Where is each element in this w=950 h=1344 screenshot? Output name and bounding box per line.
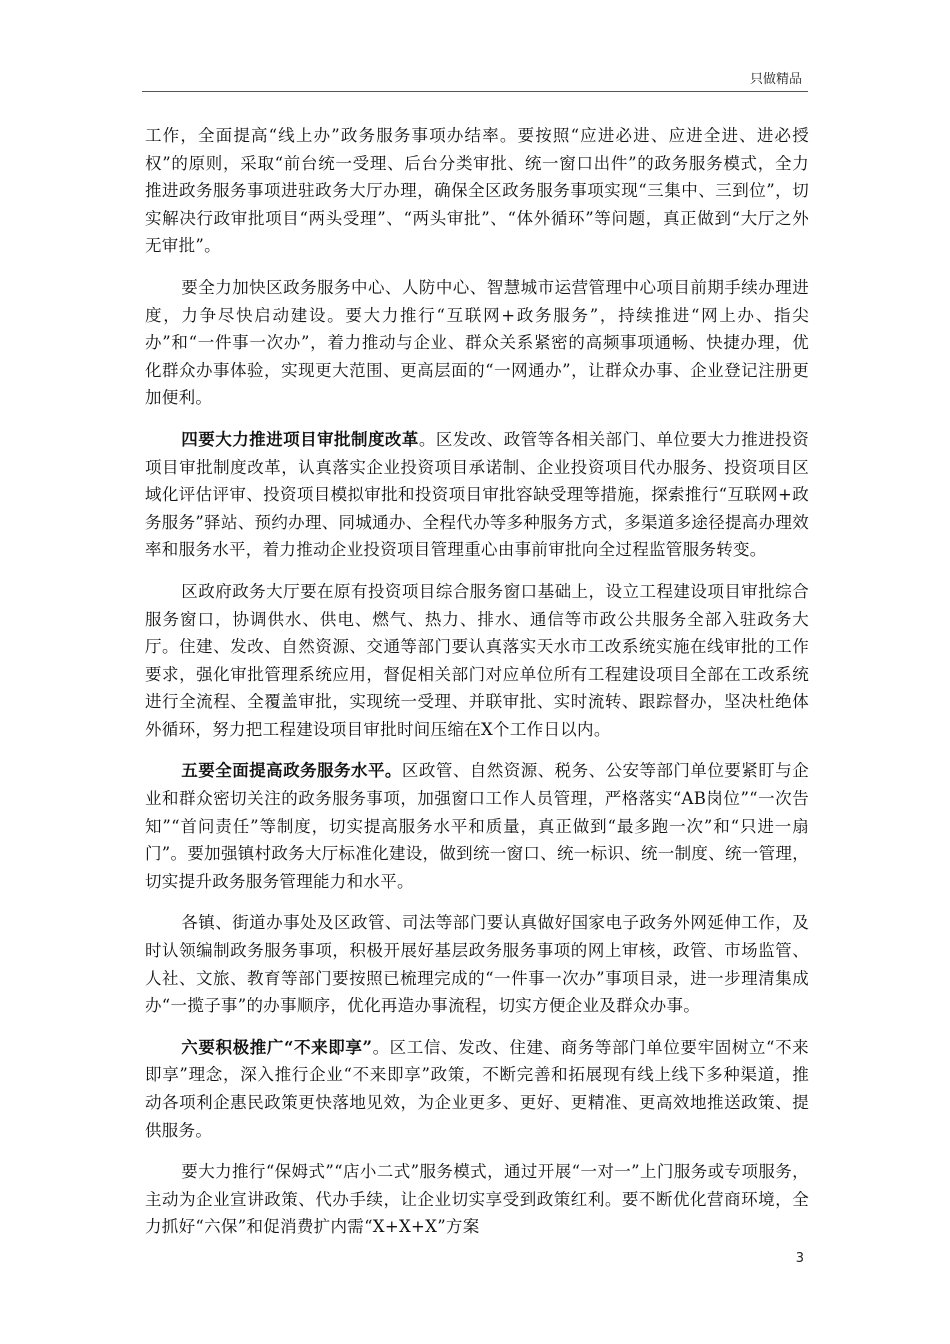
paragraph-2 [145, 274, 809, 412]
paragraph-1 [145, 122, 809, 260]
paragraph-lead: 六要积极推广“不来即享” [181, 1037, 373, 1057]
paragraph-text: 。区发改、政管等各相关部门、单位要大力推进投资项目审批制度改革，认真落实企业投资项目承诺制、企业投资项目代办服务、投资项目区域化评估评审、投资项目模拟审批和投资项目审批容缺受理等措施，探索推行“互联网+政务服务”驿站、预约办理、同城通办、全程代办等多种服务方式，多渠道多途径提高办理效率和服务水平，着力推动企业投资项目管理重心由事前审批向全过程监管服务转变。 [145, 429, 809, 560]
paragraph-text: 要大力推行“保姆式”“店小二式”服务模式，通过开展“一对一”上门服务或专项服务，主动为企业宣讲政策、代办手续，让企业切实享受到政策红利。要不断优化营商环境，全力抓好“六保”和促消费扩内需“X+X+X”方案 [145, 1162, 809, 1237]
paragraph-text: 区政管、自然资源、税务、公安等部门单位要紧盯与企业和群众密切关注的政务服务事项，加强窗口工作人员管理，严格落实“AB岗位”“一次告知”“首问责任”等制度，切实提高服务水平和质量，真正做到“最多跑一次”和“只进一扇门”。要加强镇村政务大厅标准化建设，做到统一窗口、统一标识、统一制度、统一管理，切实提升政务服务管理能力和水平。 [145, 761, 809, 891]
paragraph-6 [145, 909, 809, 1019]
paragraph-7 [145, 1034, 809, 1144]
paragraph-lead: 四要大力推进项目审批制度改革 [181, 429, 419, 449]
paragraph-text: 要全力加快区政务服务中心、人防中心、智慧城市运营管理中心项目前期手续办理进度，力争尽快启动建设。要大力推行“互联网+政务服务”，持续推进“网上办、指尖办”和“一件事一次办”，着力推动与企业、群众关系紧密的高频事项通畅、快捷办理，优化群众办事体验，实现更大范围、更高层面的“一网通办”，让群众办事、企业登记注册更加便利。 [145, 277, 809, 408]
paragraph-text: 。区工信、发改、住建、商务等部门单位要牢固树立“不来即享”理念，深入推行企业“不来即享”政策，不断完善和拓展现有线上线下多种渠道，推动各项利企惠民政策更快落地见效，为企业更多、更好、更精准、更高效地推送政策、提供服务。 [145, 1037, 809, 1140]
document-body [145, 122, 809, 1255]
paragraph-lead: 五要全面提高政务服务水平。 [181, 761, 402, 781]
paragraph-text: 区政府政务大厅要在原有投资项目综合服务窗口基础上，设立工程建设项目审批综合服务窗口，协调供水、供电、燃气、热力、排水、通信等市政公共服务全部入驻政务大厅。住建、发改、自然资源、交通等部门要认真落实天水市工改系统实施在线审批的工作要求，强化审批管理系统应用，督促相关部门对应单位所有工程建设项目全部在工改系统进行全流程、全覆盖审批，实现统一受理、并联审批、实时流转、跟踪督办，坚决杜绝体外循环，努力把工程建设项目审批时间压缩在X个工作日以内。 [145, 581, 809, 739]
paragraph-5 [145, 757, 809, 895]
paragraph-4 [145, 578, 809, 744]
page-number: 3 [795, 1251, 804, 1266]
paragraph-3 [145, 426, 809, 564]
header-note: 只做精品 [749, 72, 802, 87]
paragraph-text: 各镇、街道办事处及区政管、司法等部门要认真做好国家电子政务外网延伸工作，及时认领编制政务服务事项，积极开展好基层政务服务事项的网上审核，政管、市场监管、人社、文旅、教育等部门要按照已梳理完成的“一件事一次办”事项目录，进一步理清集成办“一揽子事”的办事顺序，优化再造办事流程，切实方便企业及群众办事。 [145, 913, 809, 1016]
paragraph-text: 工作，全面提高“线上办”政务服务事项办结率。要按照“应进必进、应进全进、进必授权”的原则，采取“前台统一受理、后台分类审批、统一窗口出件”的政务服务模式，全力推进政务服务事项进驻政务大厅办理，确保全区政务服务事项实现“三集中、三到位”，切实解决行政审批项目“两头受理”、“两头审批”、“体外循环”等问题，真正做到“大厅之外无审批”。 [145, 126, 809, 256]
paragraph-8 [145, 1158, 809, 1241]
header-divider [142, 91, 808, 92]
